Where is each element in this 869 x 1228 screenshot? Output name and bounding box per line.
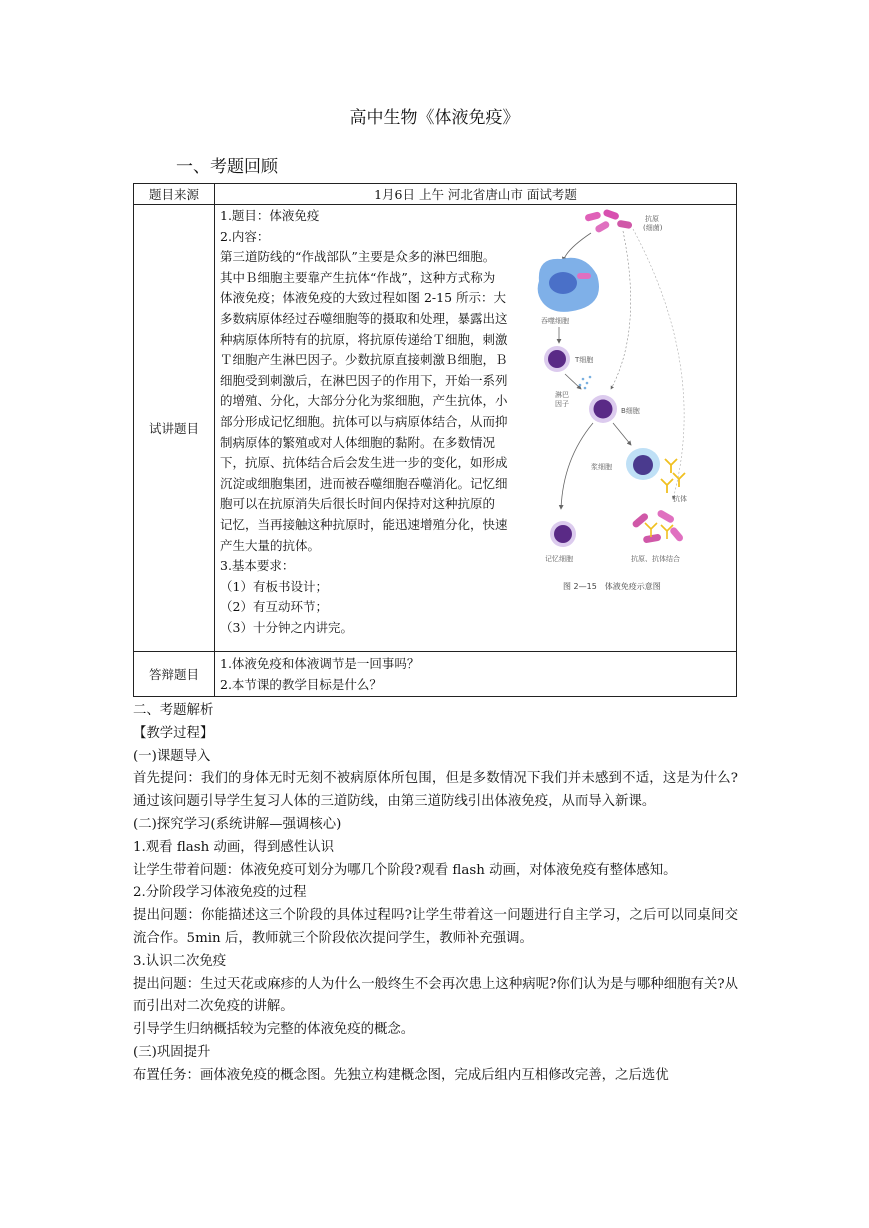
topic-line: 第三道防线的“作战部队”主要是众多的淋巴细胞。 <box>220 249 496 265</box>
antibody-icon <box>661 459 685 493</box>
complex-label: 抗原、抗体结合 <box>631 555 680 563</box>
paragraph-summary: 引导学生归纳概括较为完整的体液免疫的概念。 <box>133 1022 415 1038</box>
topic-line: （3）十分钟之内讲完。 <box>220 619 353 635</box>
plasma-cell-label: 浆细胞 <box>591 463 612 471</box>
step-heading-3: 3.认识二次免疫 <box>133 953 227 969</box>
analysis-section <box>133 700 738 1088</box>
memory-cell-icon <box>550 521 576 547</box>
subsection-intro: (一)课题导入 <box>133 748 211 764</box>
t-cell-icon <box>544 346 570 372</box>
antibody-label: 抗体 <box>673 495 687 503</box>
topic-line: 产生大量的抗体。 <box>220 537 321 553</box>
page-title: 高中生物《体液免疫》 <box>349 108 520 128</box>
topic-line: 胞可以在抗原消失后很长时间内保持对这种抗原的 <box>220 496 496 512</box>
t-cell-label: T细胞 <box>575 356 594 364</box>
topic-line: 沉淀或细胞集团，进而被吞噬细胞吞噬消化。记忆细 <box>220 475 508 491</box>
arrow-bcell-plasma <box>613 423 631 445</box>
figure-caption: 图 2—15 体液免疫示意图 <box>563 582 661 591</box>
arrow-antigen-bcell <box>611 231 631 389</box>
arrow-tcell-lymphokine <box>565 374 581 389</box>
paragraph-intro: 首先提问：我们的身体无时无刻不被病原体所包围，但是多数情况下我们并未感到不适，这是为什么?通过该问题引导学生复习人体的三道防线，由第三道防线引出体液免疫，从而导入新课。 <box>133 771 738 810</box>
topic-line: 细胞受到刺激后，在淋巴因子的作用下，开始一系列 <box>220 372 508 388</box>
topic-line: 种病原体所特有的抗原，将抗原传递给Ｔ细胞，刺激 <box>220 331 508 347</box>
topic-label: 试讲题目 <box>134 205 215 652</box>
topic-line: （1）有板书设计； <box>220 578 328 594</box>
paragraph-step-1: 让学生带着问题：体液免疫可划分为哪几个阶段?观看 flash 动画，对体液免疫有整体感知。 <box>133 862 677 878</box>
antigen-sub-label: (细菌) <box>643 224 663 232</box>
lymphokine-label-2: 因子 <box>555 400 569 408</box>
topic-line: 体液免疫；体液免疫的大致过程如图 2-15 所示：大 <box>220 290 507 306</box>
arrow-bcell-memory <box>561 423 593 509</box>
antigen-bacteria-icon <box>584 209 632 234</box>
topic-text <box>220 206 516 638</box>
source-value: 1月6日 上午 河北省唐山市 面试考题 <box>215 184 737 205</box>
topic-line: 1.题目：体液免疫 <box>220 208 320 223</box>
lymphokine-dots-icon <box>579 376 592 390</box>
section-heading-review: 一、考题回顾 <box>176 157 278 177</box>
topic-line: 下，抗原、抗体结合后会发生进一步的变化，如形成 <box>220 455 508 471</box>
paragraph-step-2: 提出问题：你能描述这三个阶段的具体过程吗?让学生带着这一问题进行自主学习，之后可以同桌间交流合作。5min 后，教师就三个阶段依次提问学生，教师补充强调。 <box>133 908 738 946</box>
topic-line: Ｔ细胞产生淋巴因子。少数抗原直接刺激Ｂ细胞，Ｂ <box>220 352 508 368</box>
subsection-explore: (二)探究学习(系统讲解—强调核心) <box>133 816 342 832</box>
defense-question-2: 2.本节课的教学目标是什么？ <box>220 677 382 692</box>
topic-cell <box>215 205 736 651</box>
antigen-antibody-complex-icon <box>631 509 684 544</box>
table-row-defense <box>134 652 737 697</box>
teaching-process-heading: 【教学过程】 <box>133 725 214 741</box>
table-row-topic <box>134 205 737 652</box>
topic-line: 其中Ｂ细胞主要靠产生抗体“作战”，这种方式称为 <box>220 269 496 285</box>
paragraph-consolidate: 布置任务：画体液免疫的概念图。先独立构建概念图，完成后组内互相修改完善，之后选优 <box>133 1067 669 1083</box>
topic-line: （2）有互动环节； <box>220 599 328 615</box>
phagocyte-icon <box>538 258 599 312</box>
topic-line: 3.基本要求： <box>220 558 295 574</box>
defense-label: 答辩题目 <box>134 652 215 697</box>
step-heading-2: 2.分阶段学习体液免疫的过程 <box>133 885 307 901</box>
table-row-source <box>134 184 737 205</box>
topic-line: 的增殖、分化，大部分分化为浆细胞，产生抗体，小 <box>220 393 508 409</box>
subsection-consolidate: (三)巩固提升 <box>133 1044 211 1060</box>
humoral-immunity-diagram <box>533 209 733 609</box>
plasma-cell-icon <box>626 448 660 480</box>
defense-question-1: 1.体液免疫和体液调节是一回事吗？ <box>220 656 420 671</box>
topic-line: 部分形成记忆细胞。抗体可以与病原体结合，从而抑 <box>220 413 508 429</box>
memory-cell-label: 记忆细胞 <box>545 555 573 563</box>
topic-line: 多数病原体经过吞噬细胞等的摄取和处理，暴露出这 <box>220 310 508 326</box>
lymphokine-label: 淋巴 <box>555 391 569 399</box>
section-heading-analysis: 二、考题解析 <box>133 703 214 718</box>
phagocyte-label: 吞噬细胞 <box>541 317 569 325</box>
arrow-antigen-phagocyte <box>563 233 591 261</box>
paragraph-step-3: 提出问题：生过天花或麻疹的人为什么一般终生不会再次患上这种病呢?你们认为是与哪种细胞有关?从而引出对二次免疫的讲解。 <box>133 976 738 1015</box>
step-heading-1: 1.观看 flash 动画，得到感性认识 <box>133 839 334 855</box>
exam-info-table <box>133 183 737 697</box>
b-cell-label: B细胞 <box>621 407 640 415</box>
topic-line: 2.内容： <box>220 228 270 244</box>
topic-line: 记忆，当再接触这种抗原时，能迅速增殖分化，快速 <box>220 516 508 532</box>
source-label: 题目来源 <box>134 184 215 205</box>
b-cell-icon <box>589 395 617 423</box>
antigen-label: 抗原 <box>645 215 659 223</box>
topic-line: 制病原体的繁殖或对人体细胞的黏附。在多数情况 <box>220 434 496 450</box>
